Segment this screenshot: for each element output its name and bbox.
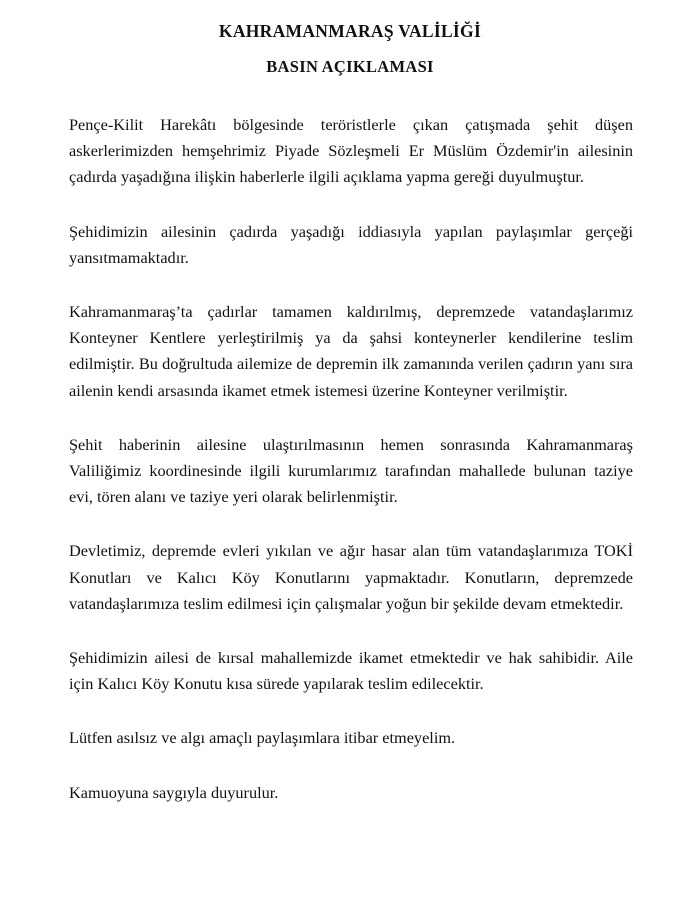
- page-title: KAHRAMANMARAŞ VALİLİĞİ: [218, 21, 482, 41]
- paragraph: Kahramanmaraş’ta çadırlar tamamen kaldırılmış, depremzede vatandaşlarımız Konteyner Kentlere yerleştirilmiş ya da şahsi konteynerler kendilerine teslim edilmiştir. Bu doğrultuda ailemize de depremin ilk zamanında verilen çadırın yanı sıra ailenin kendi arsasında ikamet etmek istemesi üzerine Konteyner verilmiştir.: [69, 302, 633, 400]
- paragraph: Devletimiz, depremde evleri yıkılan ve ağır hasar alan tüm vatandaşlarımıza TOKİ Konutları ve Kalıcı Köy Konutlarını yapmaktadır. Konutların, depremzede vatandaşlarımıza teslim edilmesi için çalışmalar yoğun bir şekilde devam etmektedir.: [69, 541, 633, 613]
- document-body: [69, 112, 633, 806]
- paragraph: Şehit haberinin ailesine ulaştırılmasının hemen sonrasında Kahramanmaraş Valiliğimiz koordinesinde ilgili kurumlarımız tarafından mahallede bulunan taziye evi, tören alanı ve taziye yeri olarak belirlenmiştir.: [69, 434, 633, 507]
- paragraph: Kamuoyuna saygıyla duyurulur.: [69, 782, 279, 802]
- paragraph: Pençe-Kilit Harekâtı bölgesinde teröristlerle çıkan çatışmada şehit düşen askerlerimizden hemşehrimiz Piyade Sözleşmeli Er Müslüm Özdemir'in ailesinin çadırda yaşadığına ilişkin haberlerle ilgili açıklama yapma gereği duyulmuştur.: [69, 115, 633, 187]
- paragraph: Lütfen asılsız ve algı amaçlı paylaşımlara itibar etmeyelim.: [69, 728, 456, 748]
- paragraph: Şehidimizin ailesi de kırsal mahallemizde ikamet etmektedir ve hak sahibidir. Aile için Kalıcı Köy Konutu kısa sürede yapılarak teslim edilecektir.: [69, 648, 633, 694]
- paragraph: Şehidimizin ailesinin çadırda yaşadığı iddiasıyla yapılan paylaşımlar gerçeği yansıtmamaktadır.: [69, 221, 633, 267]
- page-subtitle: BASIN AÇIKLAMASI: [266, 56, 434, 76]
- document-header: [0, 0, 700, 78]
